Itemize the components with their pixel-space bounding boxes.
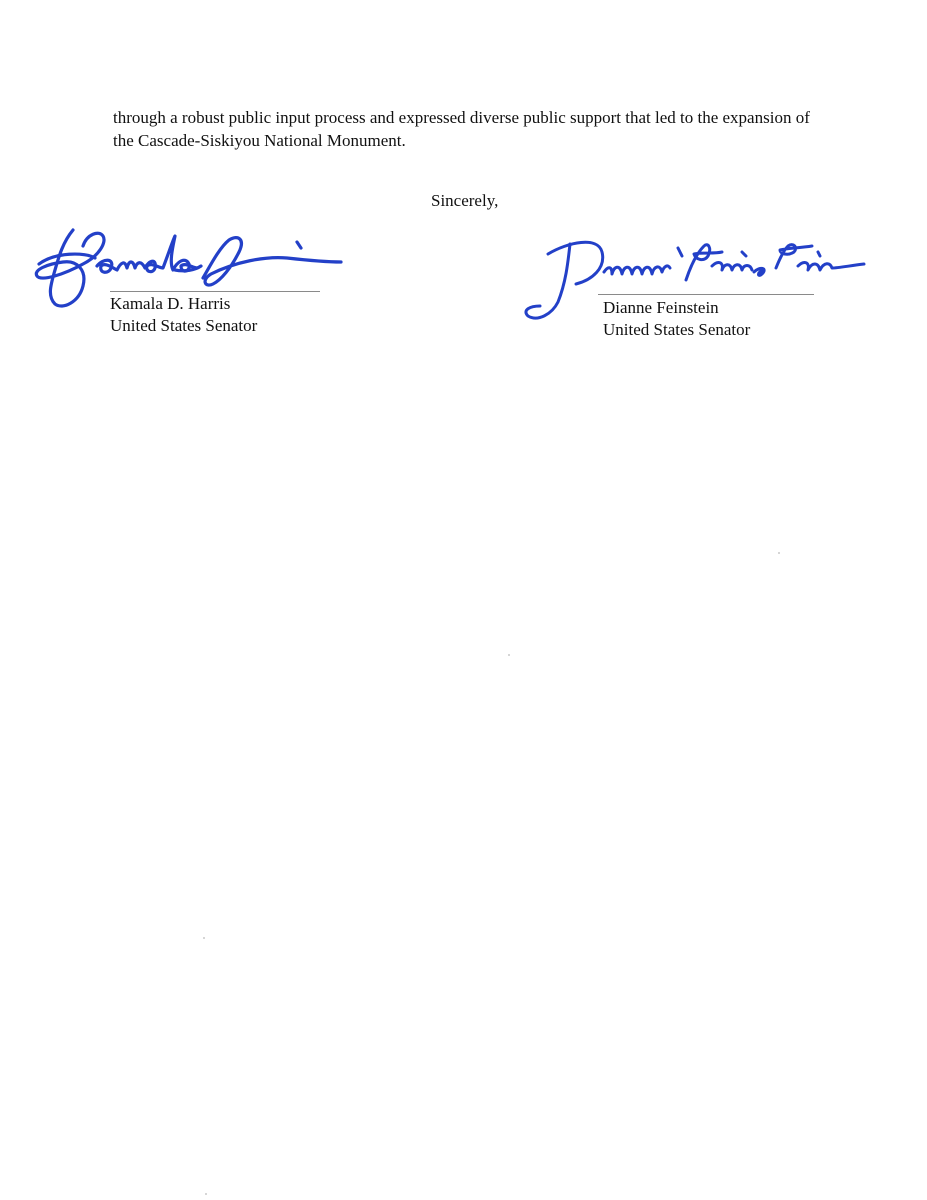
signatory-title: United States Senator xyxy=(110,316,258,335)
scan-speck xyxy=(203,937,205,939)
signature-line xyxy=(110,291,320,292)
scan-speck xyxy=(778,552,780,554)
signature-block-harris xyxy=(25,222,345,342)
signatory-name: Dianne Feinstein xyxy=(603,298,719,317)
letter-closing: Sincerely, xyxy=(431,191,499,210)
signatory-name: Kamala D. Harris xyxy=(110,294,231,313)
scan-speck xyxy=(205,1193,207,1195)
signature-block-feinstein xyxy=(518,222,838,342)
signatory-title: United States Senator xyxy=(603,320,751,339)
signature-line xyxy=(598,294,814,295)
letter-body-paragraph: through a robust public input process and expressed diverse public support that led to the expansion of the Cascade-Siskiyou National Monument. xyxy=(113,108,810,150)
scan-speck xyxy=(508,654,510,656)
